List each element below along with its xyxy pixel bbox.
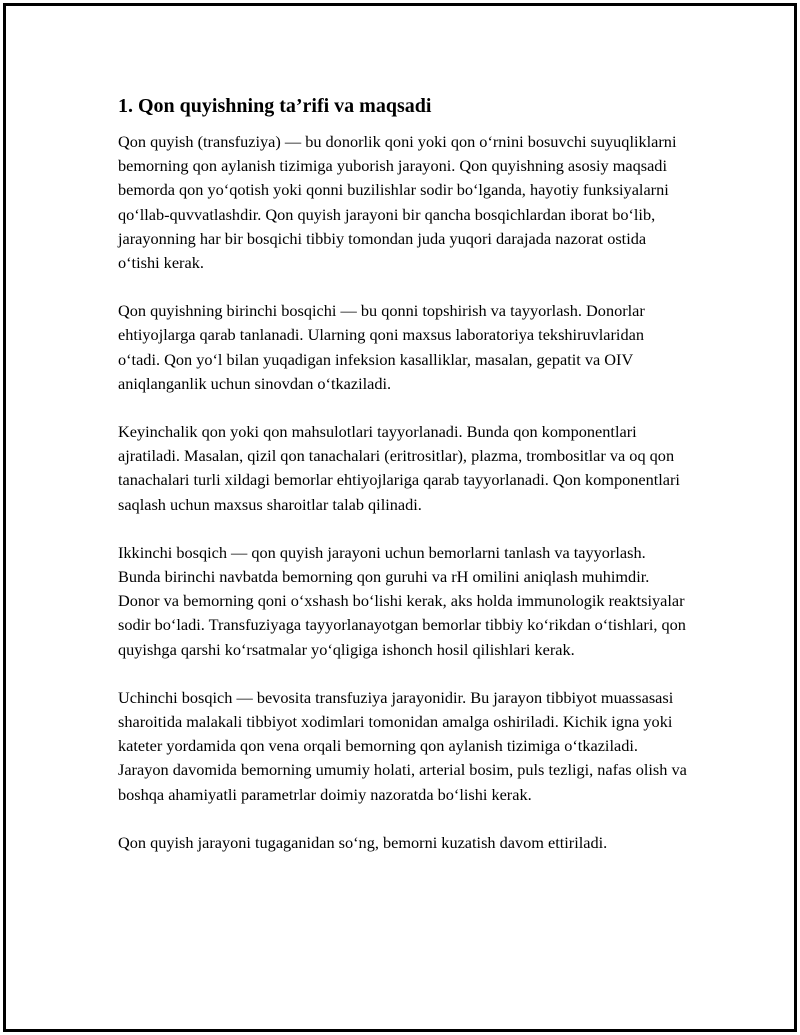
paragraph-definition: Qon quyish (transfuziya) — bu donorlik qoni yoki qon o‘rnini bosuvchi suyuqliklarni bemorning qon aylanish tizimiga yuborish jarayoni. Qon quyishning asosiy maqsadi bemorda qon yo‘qotish yoki qonni buzilishlar sodir bo‘lganda, hayotiy funksiyalarni qo‘llab-quvvatlashdir. Qon quyish jarayoni bir qancha bosqichlardan iborat bo‘lib, jarayonning har bir bosqichi tibbiy tomondan juda yuqori darajada nazorat ostida o‘tishi kerak. [118,132,677,273]
document-body [118,92,688,855]
section-heading: 1. Qon quyishning ta’rifi va maqsadi [118,95,432,117]
paragraph-second-stage: Ikkinchi bosqich — qon quyish jarayoni uchun bemorlarni tanlash va tayyorlash. Bunda birinchi navbatda bemorning qon guruhi va rH omilini aniqlash muhimdir. Donor va bemorning qoni o‘xshash bo‘lishi kerak, aks holda immunologik reaktsiyalar sodir bo‘ladi. Transfuziyaga tayyorlanayotgan bemorlar tibbiy ko‘rikdan o‘tishlari, qon quyishga qarshi ko‘rsatmalar yo‘qligiga ishonch hosil qilishlari kerak. [118,542,686,659]
paragraph-followup: Qon quyish jarayoni tugaganidan so‘ng, bemorni kuzatish davom ettiriladi. [118,832,608,852]
paragraph-third-stage: Uchinchi bosqich — bevosita transfuziya jarayonidir. Bu jarayon tibbiyot muassasasi sharoitida malakali tibbiyot xodimlari tomonidan amalga oshiriladi. Kichik igna yoki kateter yordamida qon vena orqali bemorning qon aylanish tizimiga o‘tkaziladi. Jarayon davomida bemorning umumiy holati, arterial bosim, puls tezligi, nafas olish va boshqa ahamiyatli parametrlar doimiy nazoratda bo‘lishi kerak. [118,687,687,804]
paragraph-components: Keyinchalik qon yoki qon mahsulotlari tayyorlanadi. Bunda qon komponentlari ajratiladi. Masalan, qizil qon tanachalari (eritrositlar), plazma, trombositlar va oq qon tanachalari turli xildagi bemorlar ehtiyojlariga qarab tayyorlanadi. Qon komponentlari saqlash uchun maxsus sharoitlar talab qilinadi. [118,422,680,514]
paragraph-first-stage: Qon quyishning birinchi bosqichi — bu qonni topshirish va tayyorlash. Donorlar ehtiyojlarga qarab tanlanadi. Ularning qoni maxsus laboratoriya tekshiruvlaridan o‘tadi. Qon yo‘l bilan yuqadigan infeksion kasalliklar, masalan, gepatit va OIV aniqlanganlik uchun sinovdan o‘tkaziladi. [118,301,645,393]
